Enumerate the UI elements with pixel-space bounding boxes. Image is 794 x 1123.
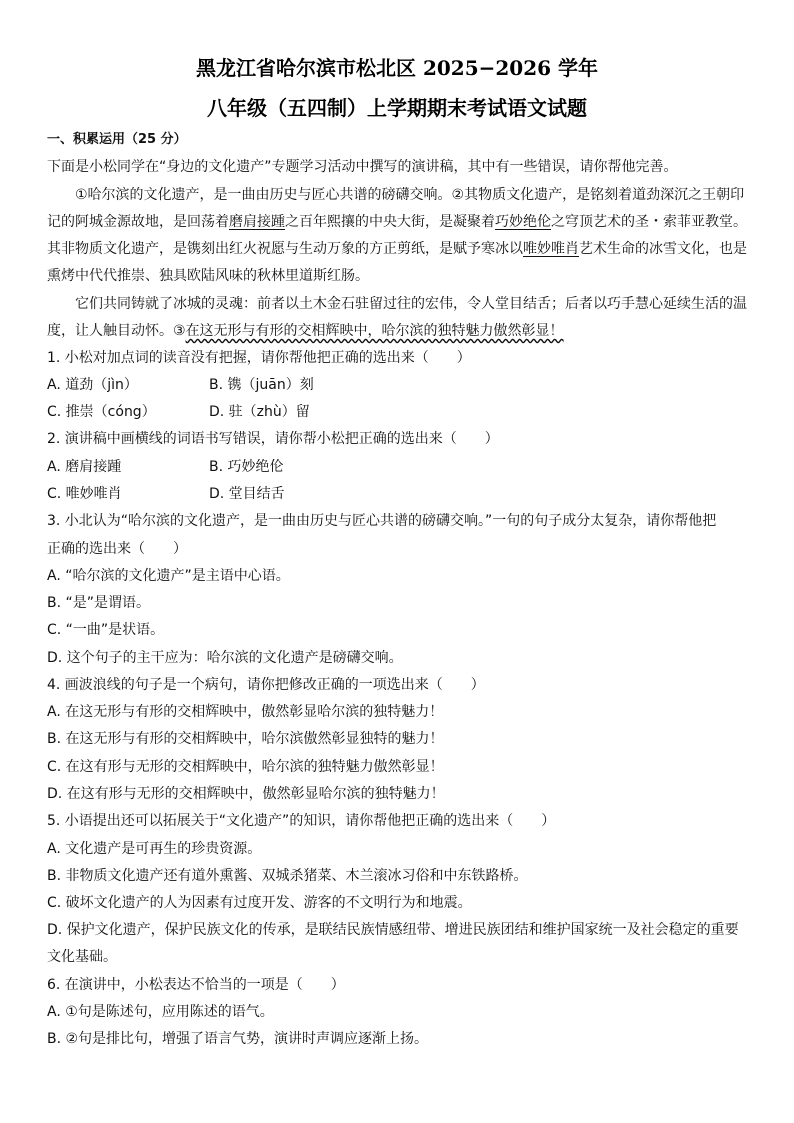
question-4-option-a: A. 在这无形与有形的交相辉映中，傲然彰显哈尔滨的独特魅力！ bbox=[47, 704, 444, 720]
question-2-option-a: A. 磨肩接踵 bbox=[47, 459, 122, 475]
question-5-option-c: C. 破坏文化遗产的人为因素有过度开发、游客的不文明行为和地震。 bbox=[47, 895, 472, 911]
question-1-stem: 1. 小松对加点词的读音没有把握，请你帮他把正确的选出来（ ） bbox=[47, 350, 471, 366]
question-3-stem-line2: 正确的选出来（ ） bbox=[47, 541, 187, 557]
speech-text: 记的阿城金源故地，是回荡着 bbox=[47, 214, 229, 230]
speech-text: 之穹顶艺术的圣・索菲亚教堂。 bbox=[551, 214, 747, 230]
question-4-stem: 4. 画波浪线的句子是一个病句，请你把修改正确的一项选出来（ ） bbox=[47, 677, 485, 693]
speech-para1-line2 bbox=[47, 213, 747, 231]
question-6-stem: 6. 在演讲中，小松表达不恰当的一项是（ ） bbox=[47, 977, 345, 993]
speech-para1-line4: 熏烤中代代推崇、独具欧陆风味的秋林里道斯红肠。 bbox=[47, 268, 369, 284]
question-1-option-a: A. 道劲（jìn） bbox=[47, 377, 138, 393]
underlined-word: 巧妙绝伦 bbox=[495, 214, 551, 230]
question-3-option-b: B. “是”是谓语。 bbox=[47, 595, 151, 611]
question-5-stem: 5. 小语提出还可以拓展关于“文化遗产”的知识，请你帮他把正确的选出来（ ） bbox=[47, 813, 556, 829]
exam-title-line2: 八年级（五四制）上学期期末考试语文试题 bbox=[207, 96, 587, 120]
question-2-stem: 2. 演讲稿中画横线的词语书写错误，请你帮小松把正确的选出来（ ） bbox=[47, 431, 499, 447]
question-3-option-d: D. 这个句子的主干应为：哈尔滨的文化遗产是磅礴交响。 bbox=[47, 650, 403, 666]
underlined-word: 唯妙唯肖 bbox=[523, 241, 579, 257]
question-3-stem-line1: 3. 小北认为“哈尔滨的文化遗产，是一曲由历史与匠心共谱的磅礴交响。”一句的句子成分太复杂，请你帮他把 bbox=[47, 513, 717, 529]
question-3-option-a: A. “哈尔滨的文化遗产”是主语中心语。 bbox=[47, 568, 290, 584]
speech-text: 度，让人触目动怀。③ bbox=[47, 323, 186, 339]
question-2-option-d: D. 堂目结舌 bbox=[209, 486, 285, 502]
speech-para2-line1: 它们共同铸就了冰城的灵魂：前者以土木金石驻留过往的宏伟，令人堂目结舌；后者以巧手慧心延续生活的温 bbox=[75, 296, 747, 312]
question-5-option-a: A. 文化遗产是可再生的珍贵资源。 bbox=[47, 841, 262, 857]
question-5-option-b: B. 非物质文化遗产还有道外熏酱、双城杀猪菜、木兰滚冰习俗和中东铁路桥。 bbox=[47, 868, 528, 884]
question-4-option-c: C. 在这有形与无形的交相辉映中，哈尔滨的独特魅力傲然彰显！ bbox=[47, 759, 444, 775]
question-1-option-d: D. 驻（zhù）留 bbox=[209, 404, 310, 420]
question-6-option-a: A. ①句是陈述句，应用陈述的语气。 bbox=[47, 1004, 274, 1020]
question-2-option-b: B. 巧妙绝伦 bbox=[209, 459, 284, 475]
question-4-option-b: B. 在这无形与有形的交相辉映中，哈尔滨傲然彰显独特的魅力！ bbox=[47, 731, 444, 747]
speech-text: 其非物质文化遗产，是镌刻出红火祝愿与生动万象的方正剪纸，是赋予寒冰以 bbox=[47, 241, 523, 257]
question-4-option-d: D. 在这有形与无形的交相辉映中，傲然彰显哈尔滨的独特魅力！ bbox=[47, 786, 445, 802]
section-heading: 一、积累运用（25 分） bbox=[47, 132, 187, 147]
question-1-option-b: B. 镌（juān）刻 bbox=[209, 377, 314, 393]
speech-para1-line3 bbox=[47, 240, 747, 258]
question-1-option-c: C. 推崇（cóng） bbox=[47, 404, 156, 420]
underlined-word: 磨肩接踵 bbox=[229, 214, 285, 230]
question-5-option-d-line1: D. 保护文化遗产，保护民族文化的传承，是联结民族情感纽带、增进民族团结和维护国家统一及社会稳定的重要 bbox=[47, 922, 739, 938]
exam-title-line1: 黑龙江省哈尔滨市松北区 2025−2026 学年 bbox=[195, 56, 598, 80]
question-2-option-c: C. 唯妙唯肖 bbox=[47, 486, 122, 502]
speech-text: 之百年熙攘的中央大街，是凝聚着 bbox=[285, 214, 495, 230]
question-6-option-b: B. ②句是排比句，增强了语言气势，演讲时声调应逐渐上扬。 bbox=[47, 1031, 429, 1047]
question-3-option-c: C. “一曲”是状语。 bbox=[47, 622, 165, 638]
speech-para1-line1: ①哈尔滨的文化遗产，是一曲由历史与匠心共谱的磅礴交响。②其物质文化遗产，是铭刻着道劲深沉之王朝印 bbox=[75, 187, 745, 203]
speech-para2-line2 bbox=[47, 322, 564, 340]
instructions: 下面是小松同学在“身边的文化遗产”专题学习活动中撰写的演讲稿，其中有一些错误，请你帮他完善。 bbox=[47, 159, 678, 175]
speech-text: 艺术生命的冰雪文化，也是 bbox=[579, 241, 747, 257]
wavy-underlined-sentence: 在这无形与有形的交相辉映中，哈尔滨的独特魅力傲然彰显！ bbox=[185, 323, 564, 339]
question-5-option-d-line2: 文化基础。 bbox=[47, 949, 117, 965]
